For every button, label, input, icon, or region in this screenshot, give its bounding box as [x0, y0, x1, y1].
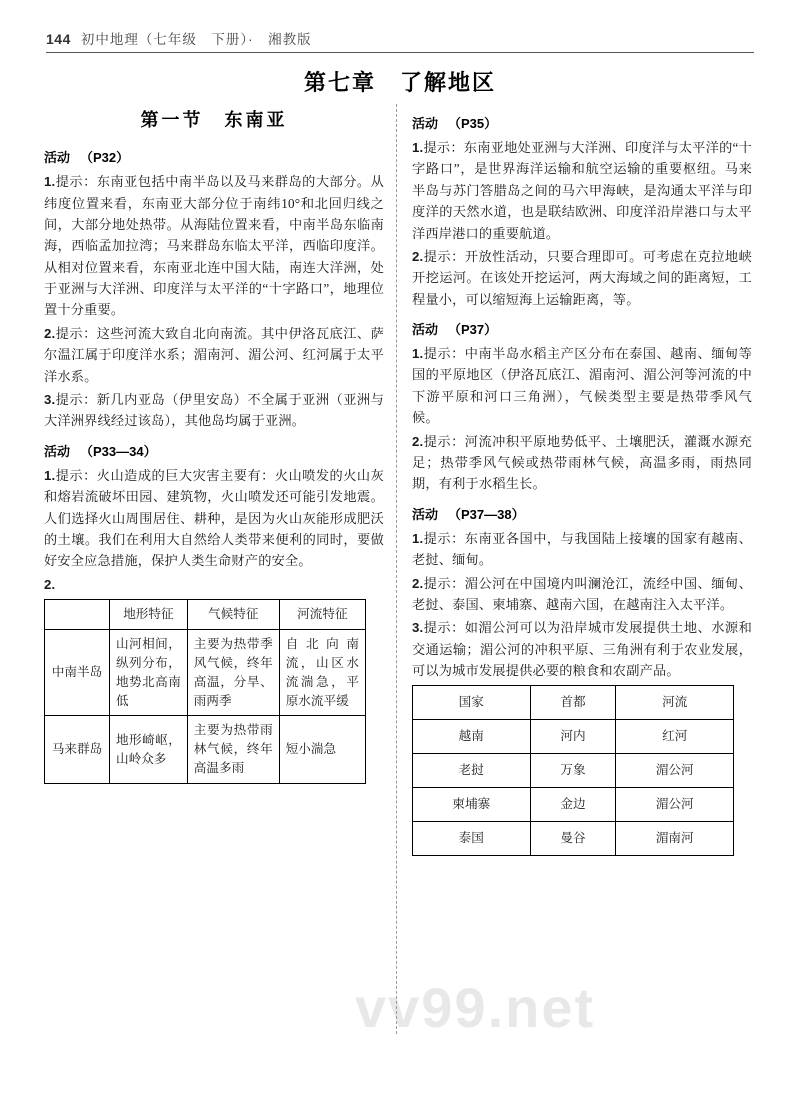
- table-row: [413, 754, 734, 788]
- table-cell: 湄公河: [616, 754, 734, 788]
- column-divider: [396, 104, 397, 1034]
- item-number: 1.: [412, 346, 424, 362]
- item-number: 1.: [412, 530, 424, 546]
- activity-heading: [412, 113, 752, 134]
- table-header-cell: 地形特征: [110, 600, 188, 630]
- answer-item: [44, 323, 384, 387]
- item-number: 3.: [44, 391, 56, 407]
- activity-label: 活动: [412, 322, 439, 338]
- table-cell: 红河: [616, 720, 734, 754]
- answer-item: [412, 617, 752, 681]
- answer-item: [44, 465, 384, 572]
- activity-label: 活动: [412, 116, 439, 131]
- table-row-label: 马来群岛: [45, 716, 110, 784]
- activity-pages: （P37）: [448, 322, 498, 338]
- table-cell: 柬埔寨: [413, 788, 531, 822]
- page-header: [46, 28, 312, 48]
- activity-label: 活动: [44, 443, 71, 459]
- item-text: 提示：中南半岛水稻主产区分布在泰国、越南、缅甸等国的平原地区（伊洛瓦底江、湄南河、湄公河等河流的中下游平原和河口三角洲），气候类型主要是热带季风气候。: [412, 346, 752, 426]
- right-column: [412, 104, 752, 856]
- table-country-capital-river: [412, 685, 734, 855]
- answer-item: [44, 171, 384, 321]
- answer-item: [412, 573, 752, 616]
- table-header-row: [413, 686, 734, 720]
- table-header-cell: 气候特征: [187, 600, 279, 630]
- table-header-cell: 河流: [616, 686, 734, 720]
- right-column-body: [412, 113, 752, 681]
- table-landform-climate-river: [44, 599, 366, 784]
- item-number: 1.: [44, 467, 56, 483]
- table-header-cell: [45, 600, 110, 630]
- item-text: 提示：开放性活动，只要合理即可。可考虑在克拉地峡开挖运河。在该处开挖运河，两大海域之间的距离短，工程量小，可以缩短海上运输距离，等。: [412, 248, 752, 307]
- answer-item: [412, 343, 752, 429]
- answer-item: [44, 389, 384, 432]
- activity-label: 活动: [412, 506, 439, 522]
- left-column-body: [44, 147, 384, 595]
- table-cell: 泰国: [413, 821, 531, 855]
- section-title: 第一节 东南亚: [140, 110, 288, 130]
- activity-pages: （P32）: [80, 150, 130, 166]
- table-row: [45, 629, 366, 716]
- table-row: [413, 821, 734, 855]
- item-text: 提示：火山造成的巨大灾害主要有：火山喷发的火山灰和熔岩流破坏田园、建筑物，火山喷发还可能引发地震。人们选择火山周围居住、耕种，是因为火山灰能形成肥沃的土壤。我们在利用大自然给人类带来便利的同时，要做好安全应急措施，保护人类生命财产的安全。: [44, 467, 384, 569]
- table-header-cell: 河流特征: [279, 600, 365, 630]
- table-cell: 湄公河: [616, 788, 734, 822]
- table-cell: 自北向南流，山区水流湍急，平原水流平缓: [279, 629, 365, 716]
- answer-item: [412, 246, 752, 310]
- table-row: [413, 720, 734, 754]
- activity-pages: （P35）: [448, 116, 498, 131]
- activity-heading: [44, 147, 384, 168]
- activity-heading: [412, 504, 752, 525]
- watermark: vv99.net: [355, 976, 596, 1039]
- chapter-title: 第七章 了解地区: [303, 70, 496, 95]
- table-cell: 老挝: [413, 754, 531, 788]
- table-cell: 地形崎岖，山岭众多: [110, 716, 188, 784]
- activity-pages: （P33—34）: [80, 443, 157, 459]
- table-row: [45, 716, 366, 784]
- item-text: 提示：东南亚地处亚洲与大洋洲、印度洋与太平洋的“十字路口”，是世界海洋运输和航空运输的重要枢纽。马来半岛与苏门答腊岛之间的马六甲海峡，是沟通太平洋与印度洋的天然水道，也是联结欧洲、印度洋沿岸港口与太平洋西岸港口的重要航道。: [412, 140, 752, 241]
- activity-heading: [412, 319, 752, 340]
- header-rule: [46, 52, 754, 53]
- activity-pages: （P37—38）: [448, 506, 525, 522]
- item-text: 提示：新几内亚岛（伊里安岛）不全属于亚洲（亚洲与大洋洲界线经过该岛），其他岛均属于亚洲。: [44, 391, 384, 429]
- item-text: 提示：如湄公河可以为沿岸城市发展提供土地、水源和交通运输；湄公河的冲积平原、三角洲有利于农业发展，可以为城市发展提供必要的粮食和农副产品。: [412, 620, 752, 679]
- answer-item: [44, 574, 384, 595]
- table-header-cell: 国家: [413, 686, 531, 720]
- table-cell: 万象: [530, 754, 616, 788]
- item-number: 2.: [44, 576, 56, 592]
- item-number: 2.: [412, 575, 424, 591]
- table-cell: 山河相间，纵列分布，地势北高南低: [110, 629, 188, 716]
- table-row: [413, 788, 734, 822]
- table-cell: 湄南河: [616, 821, 734, 855]
- answer-item: [412, 528, 752, 571]
- item-number: 2.: [412, 248, 424, 264]
- item-number: 1.: [412, 140, 424, 156]
- book-title: 初中地理（七年级 下册）· 湘教版: [80, 32, 312, 47]
- table-cell: 短小湍急: [279, 716, 365, 784]
- activity-heading: [44, 441, 384, 462]
- table-cell: 主要为热带季风气候，终年高温，分旱、雨两季: [187, 629, 279, 716]
- activity-label: 活动: [44, 150, 71, 166]
- table-cell: 金边: [530, 788, 616, 822]
- left-column: [44, 104, 384, 784]
- page-number: 144: [46, 31, 71, 47]
- item-number: 2.: [44, 325, 56, 341]
- table-cell: 越南: [413, 720, 531, 754]
- item-text: 提示：东南亚各国中，与我国陆上接壤的国家有越南、老挝、缅甸。: [412, 530, 752, 568]
- table-header-row: [45, 600, 366, 630]
- item-number: 1.: [44, 174, 56, 190]
- table-cell: 曼谷: [530, 821, 616, 855]
- table-cell: 河内: [530, 720, 616, 754]
- table-header-cell: 首都: [530, 686, 616, 720]
- item-number: 2.: [412, 433, 424, 449]
- item-text: 提示：河流冲积平原地势低平、土壤肥沃，灌溉水源充足；热带季风气候或热带雨林气候，高温多雨，雨热同期，有利于水稻生长。: [412, 433, 752, 492]
- table-row-label: 中南半岛: [45, 629, 110, 716]
- item-number: 3.: [412, 620, 424, 636]
- item-text: 提示：东南亚包括中南半岛以及马来群岛的大部分。从纬度位置来看，东南亚大部分位于南纬10°和北回归线之间，大部分地处热带。从海陆位置来看，中南半岛东临南海，西临孟加拉湾；马来群岛东临太平洋，西临印度洋。从相对位置来看，东南亚北连中国大陆，南连大洋洲，处于亚洲与大洋洲、印度洋与太平洋的“十字路口”，地理位置十分重要。: [44, 174, 384, 318]
- answer-item: [412, 431, 752, 495]
- answer-item: [412, 137, 752, 244]
- item-text: 提示：湄公河在中国境内叫澜沧江，流经中国、缅甸、老挝、泰国、柬埔寨、越南六国，在越南注入太平洋。: [412, 575, 752, 612]
- table-cell: 主要为热带雨林气候，终年高温多雨: [187, 716, 279, 784]
- item-text: 提示：这些河流大致自北向南流。其中伊洛瓦底江、萨尔温江属于印度洋水系；湄南河、湄公河、红河属于太平洋水系。: [44, 325, 384, 384]
